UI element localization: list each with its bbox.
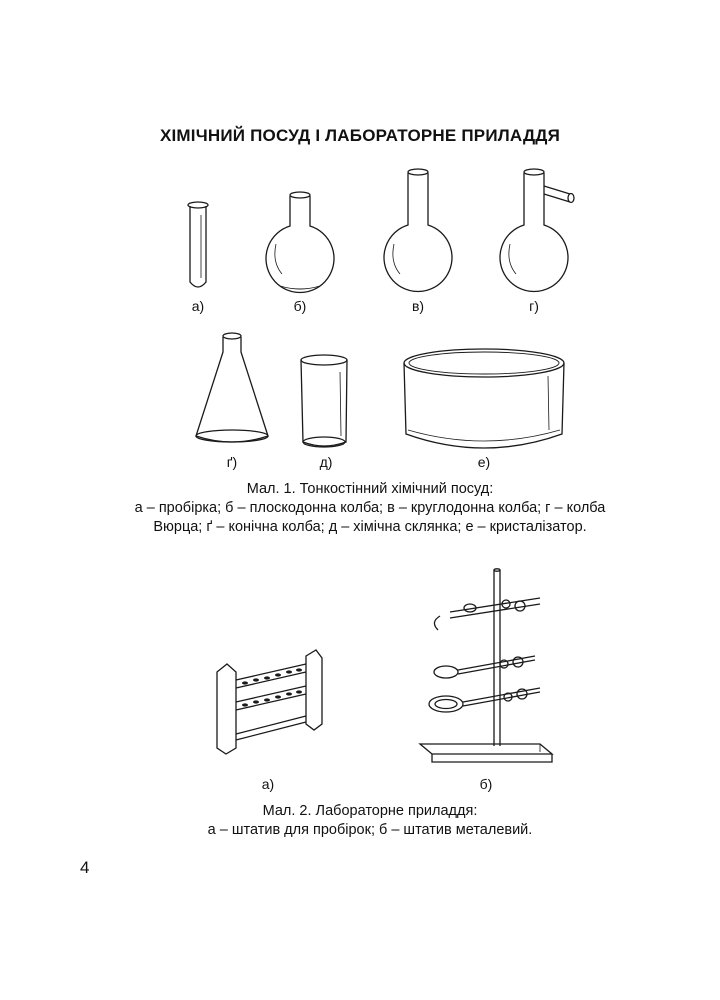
fig1-label-g: ґ) <box>226 454 238 470</box>
flat-bottom-flask-illustration <box>266 192 334 292</box>
fig1-label-d: д) <box>319 454 333 470</box>
fig1-label-e: е) <box>477 454 491 470</box>
ring-stand-illustration <box>420 569 552 762</box>
page-title: ХІМІЧНИЙ ПОСУД І ЛАБОРАТОРНЕ ПРИЛАДДЯ <box>159 126 561 145</box>
fig1-caption-line1: а – пробірка; б – плоскодонна колба; в – круглодонна колба; г – колба <box>134 500 606 516</box>
round-bottom-flask-illustration <box>384 169 452 291</box>
beaker-illustration <box>301 355 347 447</box>
fig1-label-h: г) <box>529 298 539 314</box>
page-number: 4 <box>80 858 90 877</box>
test-tube-illustration <box>188 202 208 287</box>
crystallizer-illustration <box>404 349 564 448</box>
fig2-label-b: б) <box>479 776 493 792</box>
fig2-label-a: а) <box>261 776 275 792</box>
fig1-label-b: б) <box>293 298 307 314</box>
test-tube-rack-illustration <box>217 650 322 754</box>
fig2-caption-line1: а – штатив для пробірок; б – штатив металевий. <box>207 822 533 838</box>
wurtz-flask-illustration <box>500 169 574 291</box>
fig1-label-v: в) <box>411 298 425 314</box>
fig1-label-a: а) <box>191 298 205 314</box>
fig1-caption-title: Мал. 1. Тонкостінний хімічний посуд: <box>246 481 494 497</box>
conical-flask-illustration <box>196 333 268 442</box>
fig2-caption-title: Мал. 2. Лабораторне приладдя: <box>262 803 478 819</box>
fig1-caption-line2: Вюрца; ґ – конічна колба; д – хімічна склянка; е – кристалізатор. <box>153 519 587 535</box>
